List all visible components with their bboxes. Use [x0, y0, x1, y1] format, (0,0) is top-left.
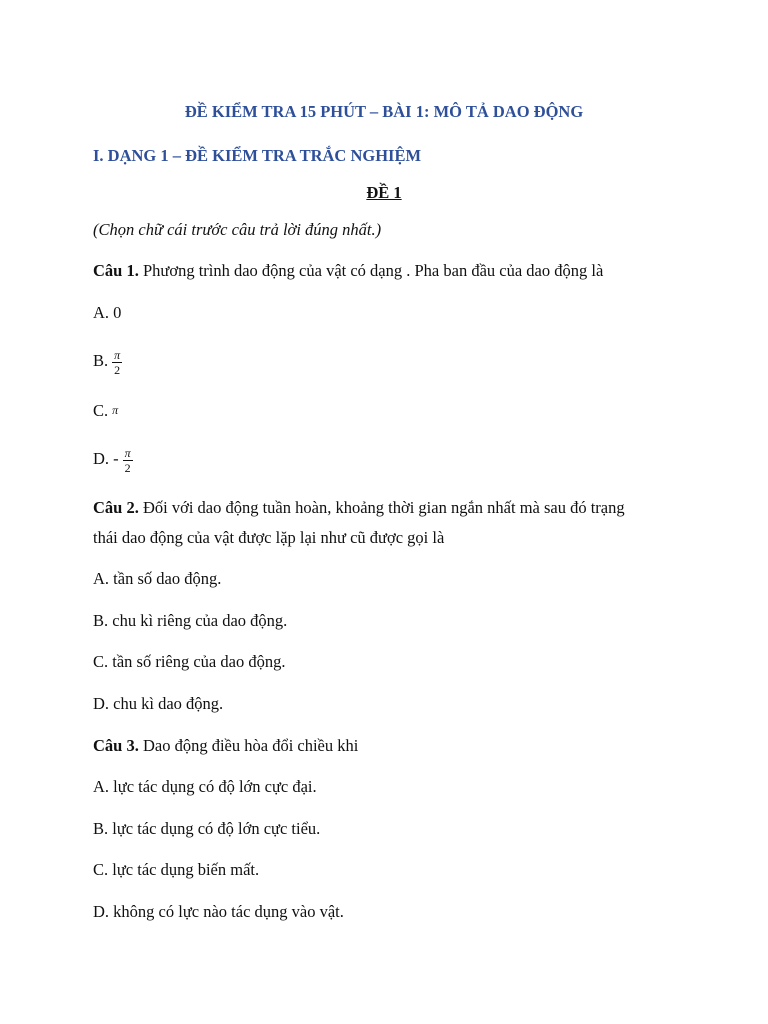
question-1-option-d [93, 442, 133, 476]
section-heading: I. DẠNG 1 – ĐỀ KIỂM TRA TRẮC NGHIỆM [93, 146, 422, 165]
document-title: ĐỀ KIỂM TRA 15 PHÚT – BÀI 1: MÔ TẢ DAO ĐỘNG [184, 102, 584, 121]
question-3-option-b: B. lực tác dụng có độ lớn cực tiểu. [93, 819, 321, 838]
question-3-text: Dao động điều hòa đổi chiều khi [142, 736, 359, 755]
fraction-numerator: π [124, 445, 131, 460]
question-2-option-b: B. chu kì riêng của dao động. [93, 611, 288, 630]
question-2-option-d: D. chu kì dao động. [93, 694, 224, 713]
question-2-option-c: C. tần số riêng của dao động. [93, 652, 286, 671]
exam-label: ĐỀ 1 [366, 183, 402, 202]
question-3-option-c: C. lực tác dụng biến mất. [93, 860, 260, 879]
option-text: π [112, 403, 119, 417]
question-3-label: Câu 3. [93, 736, 139, 755]
question-1-option-b [93, 344, 122, 378]
question-2-option-a: A. tần số dao động. [93, 569, 222, 588]
question-1-text: Phương trình dao động của vật có dạng . Pha ban đầu của dao động là [142, 261, 604, 280]
question-1-option-c [93, 400, 118, 421]
option-prefix: A. [93, 303, 110, 322]
question-3 [93, 736, 358, 756]
question-2-text-line-2: thái dao động của vật được lặp lại như cũ được gọi là [93, 528, 445, 547]
question-2 [93, 498, 625, 518]
fraction-pi-over-2 [123, 446, 133, 475]
question-3-option-d: D. không có lực nào tác dụng vào vật. [93, 902, 344, 921]
question-2-label: Câu 2. [93, 498, 139, 517]
option-prefix: C. [93, 401, 109, 420]
instruction-text: (Chọn chữ cái trước câu trả lời đúng nhất.) [93, 220, 382, 239]
question-2-continuation [93, 528, 444, 548]
question-1-label: Câu 1. [93, 261, 139, 280]
fraction-denominator: 2 [124, 460, 131, 475]
fraction-pi-over-2 [112, 348, 122, 377]
fraction-denominator: 2 [114, 362, 121, 377]
option-text: 0 [113, 303, 122, 322]
question-1-option-a [93, 303, 121, 323]
question-2-text-line-1: Đối với dao động tuần hoàn, khoảng thời gian ngắn nhất mà sau đó trạng [142, 498, 625, 517]
option-prefix: D. - [93, 449, 119, 468]
option-prefix: B. [93, 351, 109, 370]
fraction-numerator: π [114, 347, 121, 362]
question-3-option-a: A. lực tác dụng có độ lớn cực đại. [93, 777, 317, 796]
question-1 [93, 261, 603, 281]
